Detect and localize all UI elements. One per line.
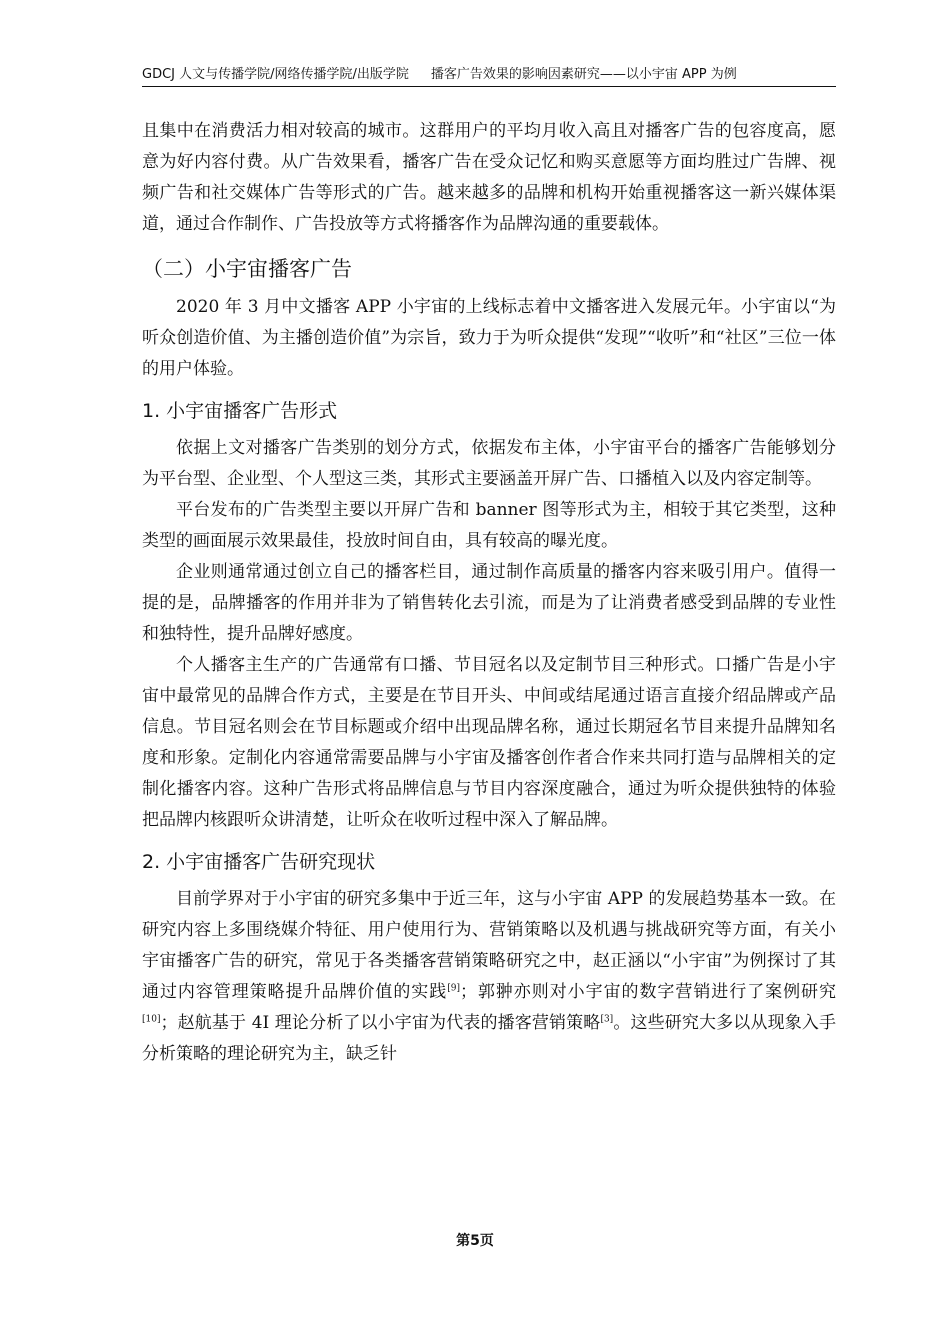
section-heading: （二）小宇宙播客广告	[142, 257, 352, 281]
research-text-c: ；赵航基于 4I 理论分析了以小宇宙为代表的播客营销策略	[160, 1013, 601, 1033]
main-text	[142, 116, 836, 1070]
research-text-b: ；郭翀亦则对小宇宙的数字营销进行了案例研究	[459, 982, 837, 1002]
research-text-a: 目前学界对于小宇宙的研究多集中于近三年，这与小宇宙 APP 的发展趋势基本一致。在研究内容上多围绕媒介特征、用户使用行为、营销策略以及机遇与挑战研究等方面，有关小宇宙播客广告的研究，常见于各类播客营销策略研究之中，赵正涵以“小宇宙”为例探讨了其通过内容管理策略提升品牌价值的实践	[142, 889, 836, 1002]
header-institution: GDCJ 人文与传播学院/网络传播学院/出版学院	[142, 67, 409, 82]
citation-10: [10]	[142, 1014, 161, 1025]
research-text-d: 。这些研究大多以从现象入手分析策略的理论研究为主，缺乏针	[142, 1013, 836, 1064]
subsection-heading-2: 2. 小宇宙播客广告研究现状	[142, 851, 376, 873]
header-paper-title: 播客广告效果的影响因素研究——以小宇宙 APP 为例	[430, 67, 737, 82]
paragraph-ad-forms-1: 依据上文对播客广告类别的划分方式，依据发布主体，小宇宙平台的播客广告能够划分为平台型、企业型、个人型这三类，其形式主要涵盖开屏广告、口播植入以及内容定制等。	[142, 438, 836, 489]
citation-9: [9]	[447, 983, 460, 994]
subsection-heading-1: 1. 小宇宙播客广告形式	[142, 400, 338, 422]
paragraph-research-status	[142, 884, 836, 1070]
citation-3: [3]	[600, 1014, 614, 1025]
paragraph-ad-forms-2: 平台发布的广告类型主要以开屏广告和 banner 图等形式为主，相较于其它类型，这种类型的画面展示效果最佳，投放时间自由，具有较高的曝光度。	[142, 500, 836, 551]
paragraph-section-intro: 2020 年 3 月中文播客 APP 小宇宙的上线标志着中文播客进入发展元年。小宇宙以“为听众创造价值、为主播创造价值”为宗旨，致力于为听众提供“发现”“收听”和“社区”三位一体的用户体验。	[142, 297, 836, 379]
paragraph-intro: 且集中在消费活力相对较高的城市。这群用户的平均月收入高且对播客广告的包容度高，愿意为好内容付费。从广告效果看，播客广告在受众记忆和购买意愿等方面均胜过广告牌、视频广告和社交媒体广告等形式的广告。越来越多的品牌和机构开始重视播客这一新兴媒体渠道，通过合作制作、广告投放等方式将播客作为品牌沟通的重要载体。	[142, 121, 836, 234]
running-header	[142, 66, 836, 84]
page-number: 第5页	[456, 1233, 494, 1249]
paragraph-ad-forms-4: 个人播客主生产的广告通常有口播、节目冠名以及定制节目三种形式。口播广告是小宇宙中最常见的品牌合作方式，主要是在节目开头、中间或结尾通过语言直接介绍品牌或产品信息。节目冠名则会在节目标题或介绍中出现品牌名称，通过长期冠名节目来提升品牌知名度和形象。定制化内容通常需要品牌与小宇宙及播客创作者合作来共同打造与品牌相关的定制化播客内容。这种广告形式将品牌信息与节目内容深度融合，通过为听众提供独特的体验把品牌内核跟听众讲清楚，让听众在收听过程中深入了解品牌。	[142, 655, 836, 830]
paragraph-ad-forms-3: 企业则通常通过创立自己的播客栏目，通过制作高质量的播客内容来吸引用户。值得一提的是，品牌播客的作用并非为了销售转化去引流，而是为了让消费者感受到品牌的专业性和独特性，提升品牌好感度。	[142, 562, 836, 644]
header-rule	[142, 86, 836, 87]
